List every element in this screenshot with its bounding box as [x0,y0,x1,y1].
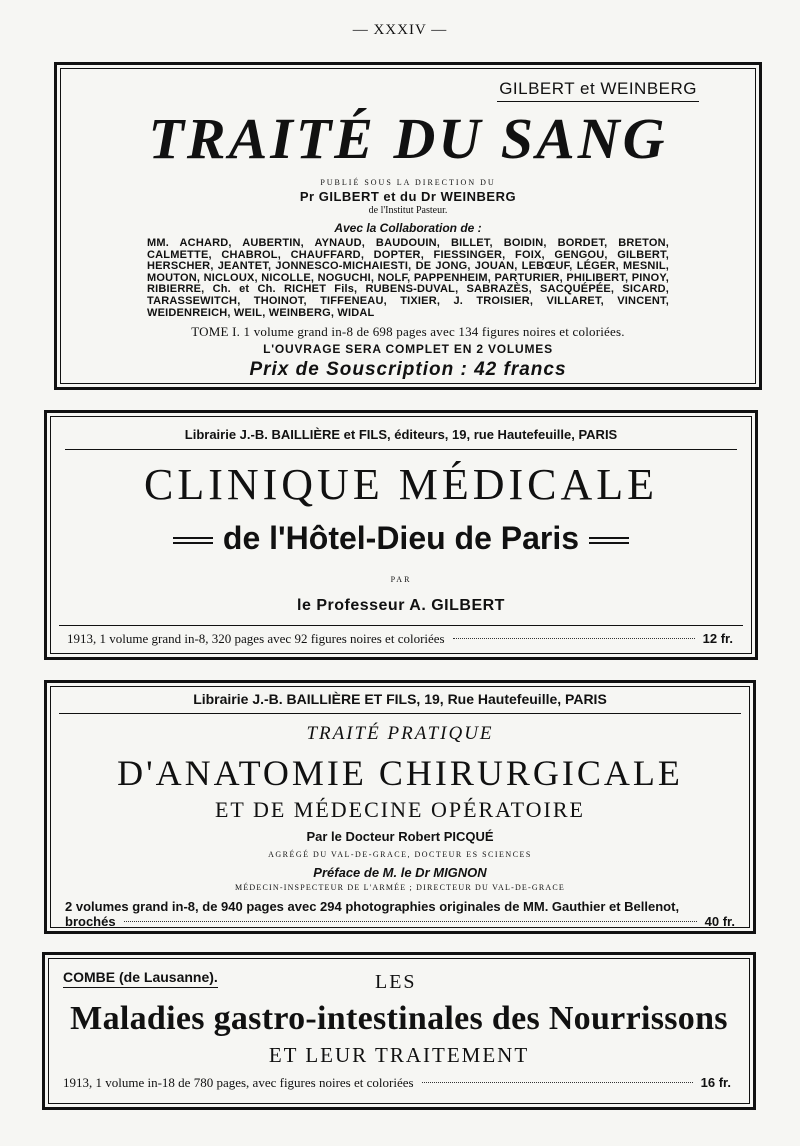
divider [65,449,737,450]
subscription-price: Prix de Souscription : 42 francs [249,359,567,380]
ad-subtitle: ET DE MÉDECINE OPÉRATOIRE [214,797,585,822]
double-dash-ornament [173,537,213,544]
complete-notice: L'OUVRAGE SERA COMPLET EN 2 VOLUMES [263,342,553,356]
double-dash-ornament [589,537,629,544]
price: 16 fr. [700,1075,731,1090]
subtitle-text: de l'Hôtel-Dieu de Paris [222,520,580,556]
par-label: PAR [390,575,412,584]
page-number: — XXXIV — [352,22,448,38]
volume-line [63,1075,731,1091]
ad-clinique-medicale [44,410,758,660]
ad-title: CLINIQUE MÉDICALE [143,460,659,509]
dot-leader [124,921,697,922]
volume-info [65,899,735,929]
ad-traite-du-sang [54,62,762,390]
directors: Pr GILBERT et du Dr WEINBERG [299,189,517,204]
author: le Professeur A. GILBERT [297,597,505,614]
author: Par le Docteur Robert PICQUÉ [306,829,494,844]
divider [59,625,743,626]
ad-title: Maladies gastro-intestinales des Nourrissons [70,1000,728,1037]
tome-info: TOME I. 1 volume grand in-8 de 698 pages avec 134 figures noires et coloriées. [191,324,625,339]
ad-title: D'ANATOMIE CHIRURGICALE [117,753,683,793]
binding-label: brochés [65,914,116,929]
ad-kicker: TRAITÉ PRATIQUE [306,723,494,744]
ad-title: TRAITÉ DU SANG [148,106,668,171]
ad-subtitle [47,518,755,558]
institut-label: de l'Institut Pasteur. [368,205,448,216]
ad-anatomie-chirurgicale [44,680,756,934]
author: COMBE (de Lausanne). [63,969,218,988]
volume-line-2 [65,914,735,929]
preface-author-title: MÉDECIN-INSPECTEUR DE L'ARMÉE ; DIRECTEUR DU VAL-DE-GRACE [235,883,565,892]
price: 12 fr. [702,631,733,646]
ad-subtitle: ET LEUR TRAITEMENT [268,1043,530,1067]
preface: Préface de M. le Dr MIGNON [313,865,487,880]
les-label: LES [375,971,417,993]
publisher-header: Librairie J.-B. BAILLIÈRE ET FILS, 19, Rue Hautefeuille, PARIS [193,691,607,707]
publisher-header: Librairie J.-B. BAILLIÈRE et FILS, éditeurs, 19, rue Hautefeuille, PARIS [184,427,618,442]
dot-leader [422,1082,693,1083]
volume-line-1: 2 volumes grand in-8, de 940 pages avec 294 photographies originales de MM. Gauthier et Bellenot, [65,899,680,914]
ad-maladies-gastro-intestinales [42,952,756,1110]
dot-leader [453,638,695,639]
ad-authors: GILBERT et WEINBERG [497,79,699,102]
volume-info: 1913, 1 volume grand in-8, 320 pages avec 92 figures noires et coloriées [67,631,445,646]
author-title: AGRÉGÉ DU VAL-DE-GRACE, DOCTEUR ES SCIENCES [268,850,532,859]
collaboration-label: Avec la Collaboration de : [334,221,482,235]
published-under-label: PUBLIÉ SOUS LA DIRECTION DU [320,178,496,187]
volume-info: 1913, 1 volume in-18 de 780 pages, avec figures noires et coloriées [63,1075,414,1090]
volume-line [67,631,733,647]
divider [59,713,741,714]
price: 40 fr. [704,914,735,929]
collaborators-list: MM. ACHARD, AUBERTIN, AYNAUD, BAUDOUIN, BILLET, BOIDIN, BORDET, BRETON, CALMETTE, CHABROL, CHAUFFARD, DOPTER, FIESSINGER, FOIX, GENGOU, GILBERT, HERSCHER, JEANTET, JONNESCO-MICHAIESTI, DE JONG, JOUAN, LEBŒUF, LÉGER, MESNIL, MOUTON, NICLOUX, NICOLLE, NOGUCHI, NOLF, PAPPENHEIM, PARTURIER, PHILIBERT, PINOY, RIBIERRE, Ch. et Ch. RICHET Fils, RUBENS-DUVAL, SABRAZÈS, SACQUÉPÉE, SICARD, TARASSEWITCH, THOINOT, TIFFENEAU, TIXIER, J. TROISIER, VILLARET, VINCENT, WEIDENREICH, WEIL, WEINBERG, WIDAL [147,237,669,319]
